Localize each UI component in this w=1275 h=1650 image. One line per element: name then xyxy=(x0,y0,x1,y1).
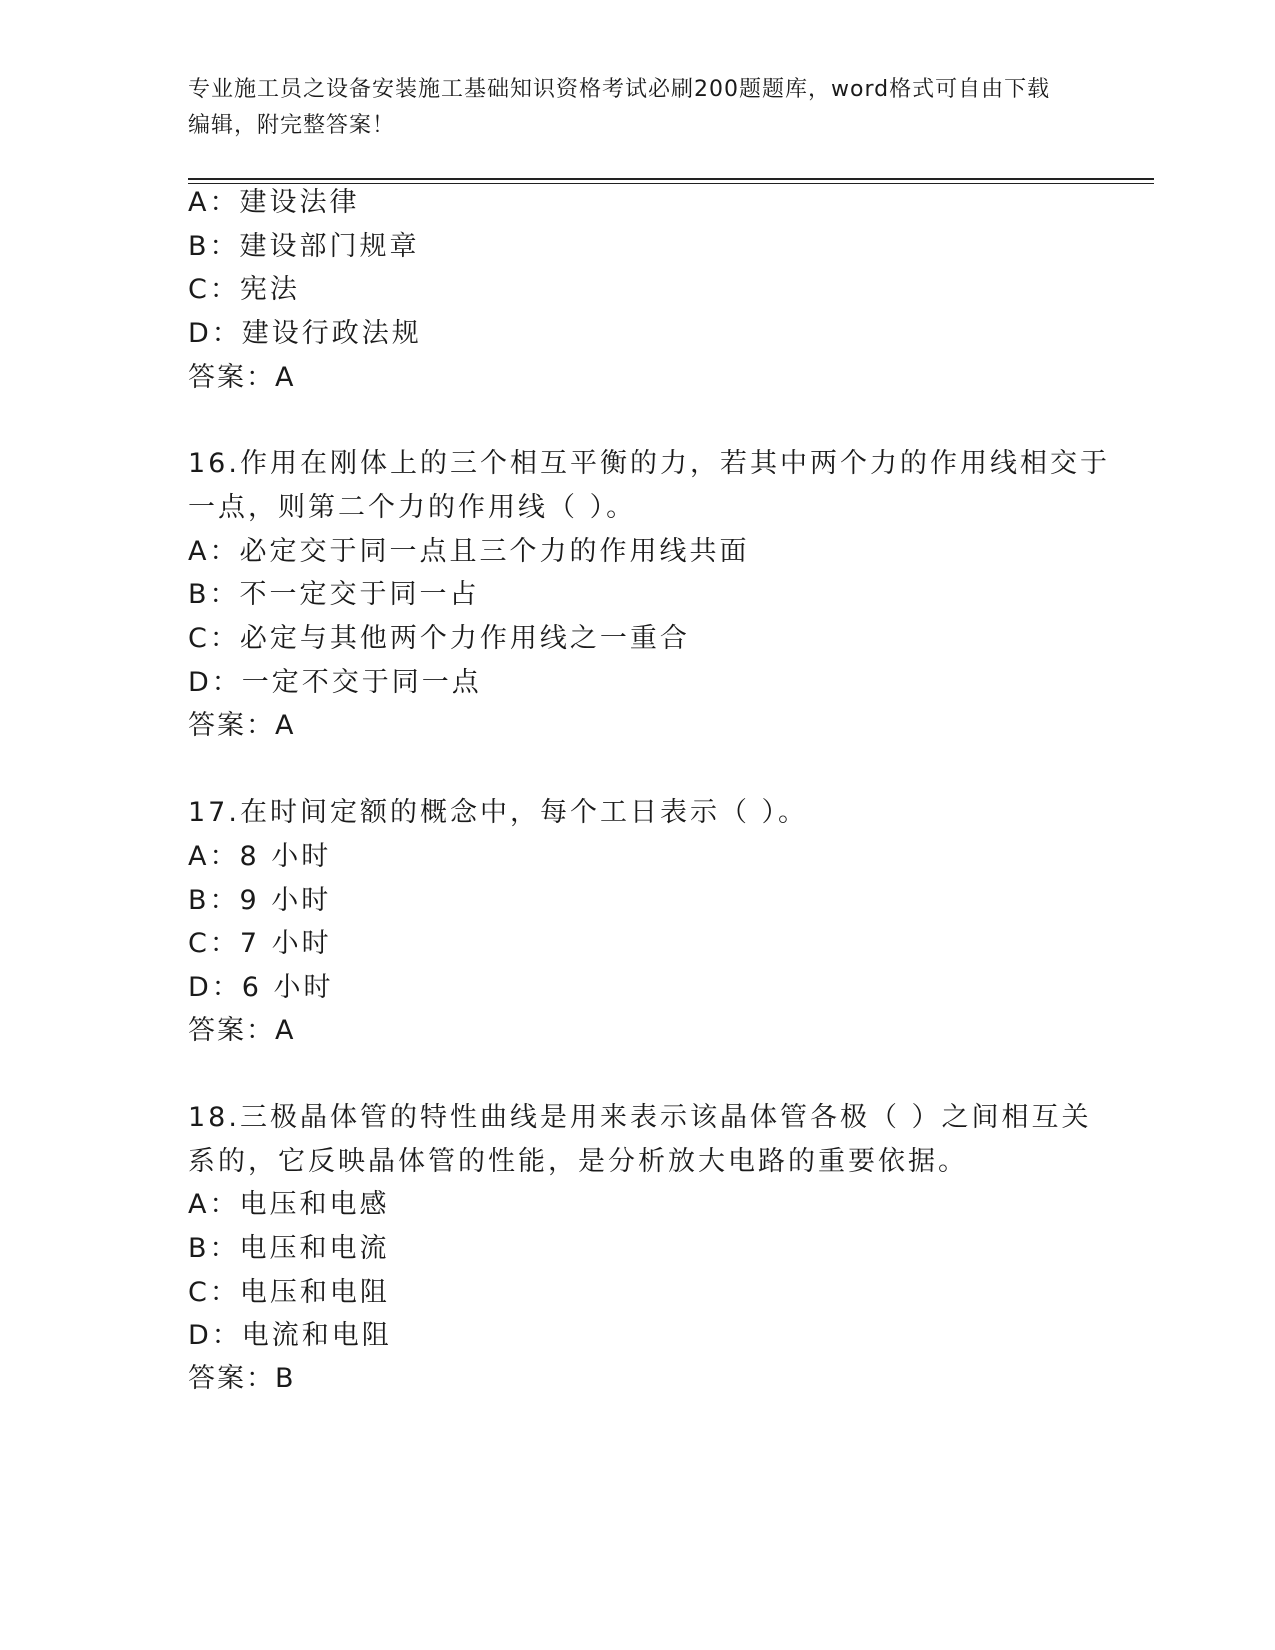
q16-answer: 答案：A xyxy=(188,710,296,741)
q17-stem-line1: 17.在时间定额的概念中，每个工日表示（ ）。 xyxy=(188,797,809,828)
q17-answer: 答案：A xyxy=(188,1015,296,1046)
q15-option-c: C：宪法 xyxy=(188,274,300,305)
q15-option-d: D：建设行政法规 xyxy=(188,318,422,349)
q18-option-b: B：电压和电流 xyxy=(188,1233,390,1264)
q16-option-b: B：不一定交于同一占 xyxy=(188,579,480,610)
q16-option-c: C：必定与其他两个力作用线之一重合 xyxy=(188,623,690,654)
q16-stem-line2: 一点，则第二个力的作用线（ ）。 xyxy=(188,492,637,523)
q16-option-d: D：一定不交于同一点 xyxy=(188,667,482,698)
q17-option-a: A：8 小时 xyxy=(188,841,332,872)
q17-option-b: B：9 小时 xyxy=(188,885,332,916)
q18-option-c: C：电压和电阻 xyxy=(188,1277,390,1308)
q15-option-b: B：建设部门规章 xyxy=(188,231,420,262)
q15-answer: 答案：A xyxy=(188,362,296,393)
q18-stem-line2: 系的，它反映晶体管的性能，是分析放大电路的重要依据。 xyxy=(188,1146,968,1177)
q17-option-c: C：7 小时 xyxy=(188,928,332,959)
q15-option-a: A：建设法律 xyxy=(188,187,360,218)
q17-option-d: D：6 小时 xyxy=(188,972,334,1003)
header-divider xyxy=(188,178,1154,184)
q16-stem-line1: 16.作用在刚体上的三个相互平衡的力，若其中两个力的作用线相交于 xyxy=(188,448,1110,479)
q18-option-a: A：电压和电感 xyxy=(188,1189,390,1220)
q18-stem-line1: 18.三极晶体管的特性曲线是用来表示该晶体管各极（ ）之间相互关 xyxy=(188,1102,1092,1133)
q16-option-a: A：必定交于同一点且三个力的作用线共面 xyxy=(188,536,750,567)
document-header: 专业施工员之设备安装施工基础知识资格考试必刷200题题库，word格式可自由下载编辑，附完整答案！ xyxy=(188,77,1051,138)
q18-answer: 答案：B xyxy=(188,1363,296,1394)
q18-option-d: D：电流和电阻 xyxy=(188,1320,392,1351)
